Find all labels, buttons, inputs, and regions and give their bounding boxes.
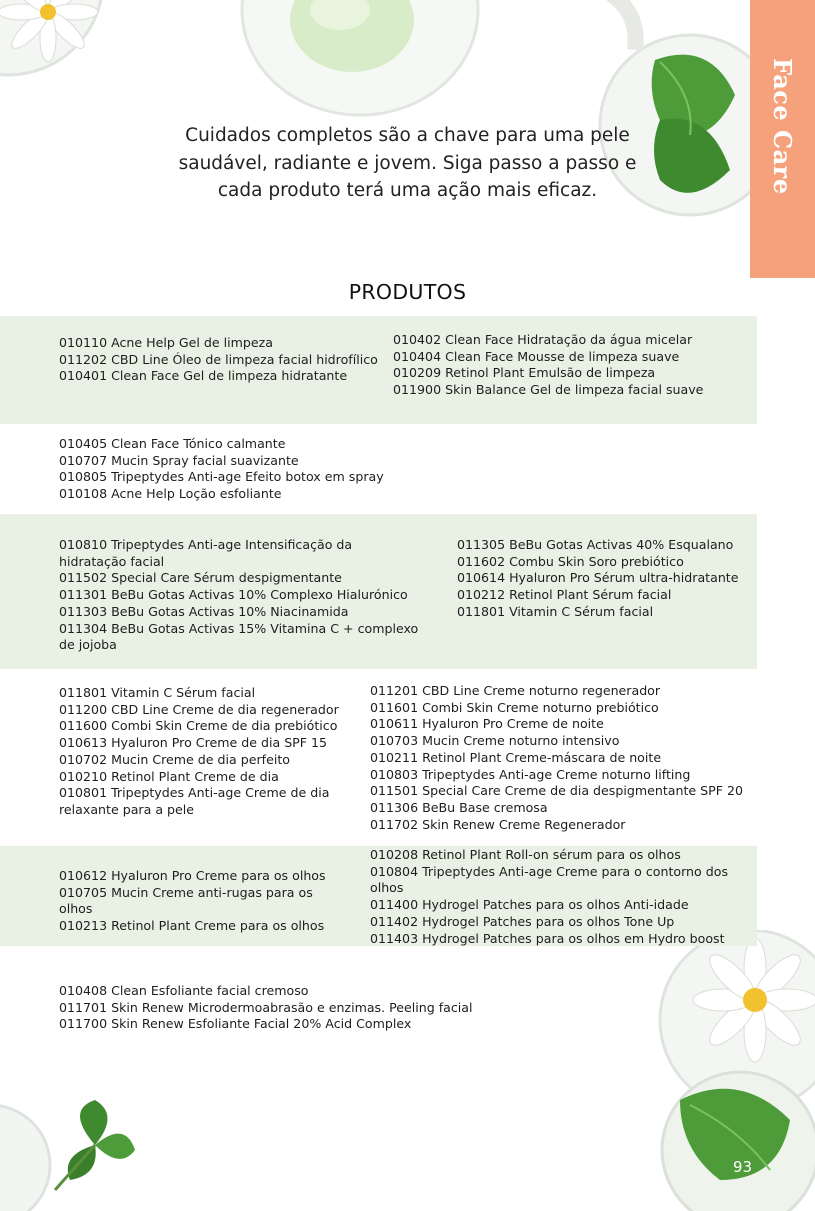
product-item: 010211 Retinol Plant Creme-máscara de noite <box>370 749 662 765</box>
product-list-creams-right <box>370 683 755 833</box>
product-list-cleansing-right <box>393 332 743 399</box>
products-heading: PRODUTOS <box>348 280 467 304</box>
product-item: 010805 Tripeptydes Anti-age Efeito botox em spray <box>59 469 384 485</box>
product-list-eyes-left <box>59 868 349 935</box>
intro-text: Cuidados completos são a chave para uma pele saudável, radiante e jovem. Siga passo a passo e cada produto terá uma ação mais eficaz. <box>178 125 637 201</box>
product-item: 010404 Clean Face Mousse de limpeza suave <box>393 348 680 364</box>
product-item: 010612 Hyaluron Pro Creme para os olhos <box>59 868 326 883</box>
section-side-tab-label: Face Care <box>768 58 797 195</box>
product-item: 011303 BeBu Gotas Activas 10% Niacinamida <box>59 603 349 619</box>
product-item: 010804 Tripeptydes Anti-age Creme para o contorno dos olhos <box>370 863 729 896</box>
product-item: 011202 CBD Line Óleo de limpeza facial hidrofílico <box>59 351 378 367</box>
product-item: 011200 CBD Line Creme de dia regenerador <box>59 701 339 717</box>
product-item: 011600 Combi Skin Creme de dia prebiótico <box>59 718 338 734</box>
product-item: 010209 Retinol Plant Emulsão de limpeza <box>393 365 656 381</box>
product-item: 011601 Combi Skin Creme noturno prebiótico <box>370 699 659 715</box>
product-item: 010613 Hyaluron Pro Creme de dia SPF 15 <box>59 735 328 751</box>
daisy-leaf-dish-bottom-right-image <box>620 930 815 1211</box>
product-list-serums-right <box>457 537 755 621</box>
daisy-dish-top-left-image <box>0 0 160 110</box>
product-item: 010611 Hyaluron Pro Creme de noite <box>370 716 604 732</box>
product-list-toners <box>59 436 459 503</box>
clover-leaf-image <box>0 1085 160 1211</box>
product-item: 011801 Vitamin C Sérum facial <box>59 685 256 700</box>
product-list-eyes-right <box>370 847 755 947</box>
product-item: 010405 Clean Face Tónico calmante <box>59 436 286 451</box>
product-item: 010801 Tripeptydes Anti-age Creme de dia relaxante para a pele <box>59 785 330 817</box>
product-item: 010703 Mucin Creme noturno intensivo <box>370 733 620 749</box>
product-item: 011400 Hydrogel Patches para os olhos Anti-idade <box>370 897 689 913</box>
product-item: 010408 Clean Esfoliante facial cremoso <box>59 983 309 998</box>
product-item: 010110 Acne Help Gel de limpeza <box>59 335 273 350</box>
product-item: 011602 Combu Skin Soro prebiótico <box>457 553 684 569</box>
product-item: 010803 Tripeptydes Anti-age Creme noturno lifting <box>370 766 691 782</box>
product-item: 010705 Mucin Creme anti-rugas para os olhos <box>59 884 313 917</box>
product-list-creams-left <box>59 685 349 819</box>
product-item: 011201 CBD Line Creme noturno regenerador <box>370 683 661 698</box>
product-item: 010702 Mucin Creme de dia perfeito <box>59 751 290 767</box>
product-item: 010707 Mucin Spray facial suavizante <box>59 452 299 468</box>
product-item: 011701 Skin Renew Microdermoabrasão e enzimas. Peeling facial <box>59 999 473 1015</box>
product-item: 010402 Clean Face Hidratação da água micelar <box>393 332 693 347</box>
product-item: 010212 Retinol Plant Sérum facial <box>457 587 672 603</box>
product-list-serums-left <box>59 537 421 654</box>
product-item: 011402 Hydrogel Patches para os olhos Tone Up <box>370 913 675 929</box>
product-item: 010210 Retinol Plant Creme de dia <box>59 768 279 784</box>
product-item: 010213 Retinol Plant Creme para os olhos <box>59 918 325 934</box>
product-list-exfoliants <box>59 983 559 1033</box>
product-item: 011501 Special Care Creme de dia despigmentante SPF 20 <box>370 783 744 799</box>
product-item: 011305 BeBu Gotas Activas 40% Esqualano <box>457 537 734 552</box>
product-item: 010108 Acne Help Loção esfoliante <box>59 486 282 502</box>
product-item: 011403 Hydrogel Patches para os olhos em Hydro boost <box>370 930 725 946</box>
product-item: 011301 BeBu Gotas Activas 10% Complexo Hialurónico <box>59 587 408 603</box>
product-item: 010614 Hyaluron Pro Sérum ultra-hidratante <box>457 570 739 586</box>
product-item: 011900 Skin Balance Gel de limpeza facial suave <box>393 382 704 398</box>
product-item: 011700 Skin Renew Esfoliante Facial 20% Acid Complex <box>59 1016 412 1032</box>
product-item: 011306 BeBu Base cremosa <box>370 799 548 815</box>
product-item: 011304 BeBu Gotas Activas 15% Vitamina C + complexo de jojoba <box>59 620 419 653</box>
product-item: 011502 Special Care Sérum despigmentante <box>59 570 342 586</box>
page-number: 93 <box>733 1158 753 1176</box>
product-item: 010810 Tripeptydes Anti-age Intensificação da hidratação facial <box>59 537 353 569</box>
product-list-cleansing-left <box>59 335 379 385</box>
product-item: 011801 Vitamin C Sérum facial <box>457 603 654 619</box>
cream-dish-top-image <box>240 0 480 120</box>
product-item: 011702 Skin Renew Creme Regenerador <box>370 816 626 832</box>
product-item: 010208 Retinol Plant Roll-on sérum para os olhos <box>370 847 681 862</box>
product-item: 010401 Clean Face Gel de limpeza hidratante <box>59 368 348 384</box>
